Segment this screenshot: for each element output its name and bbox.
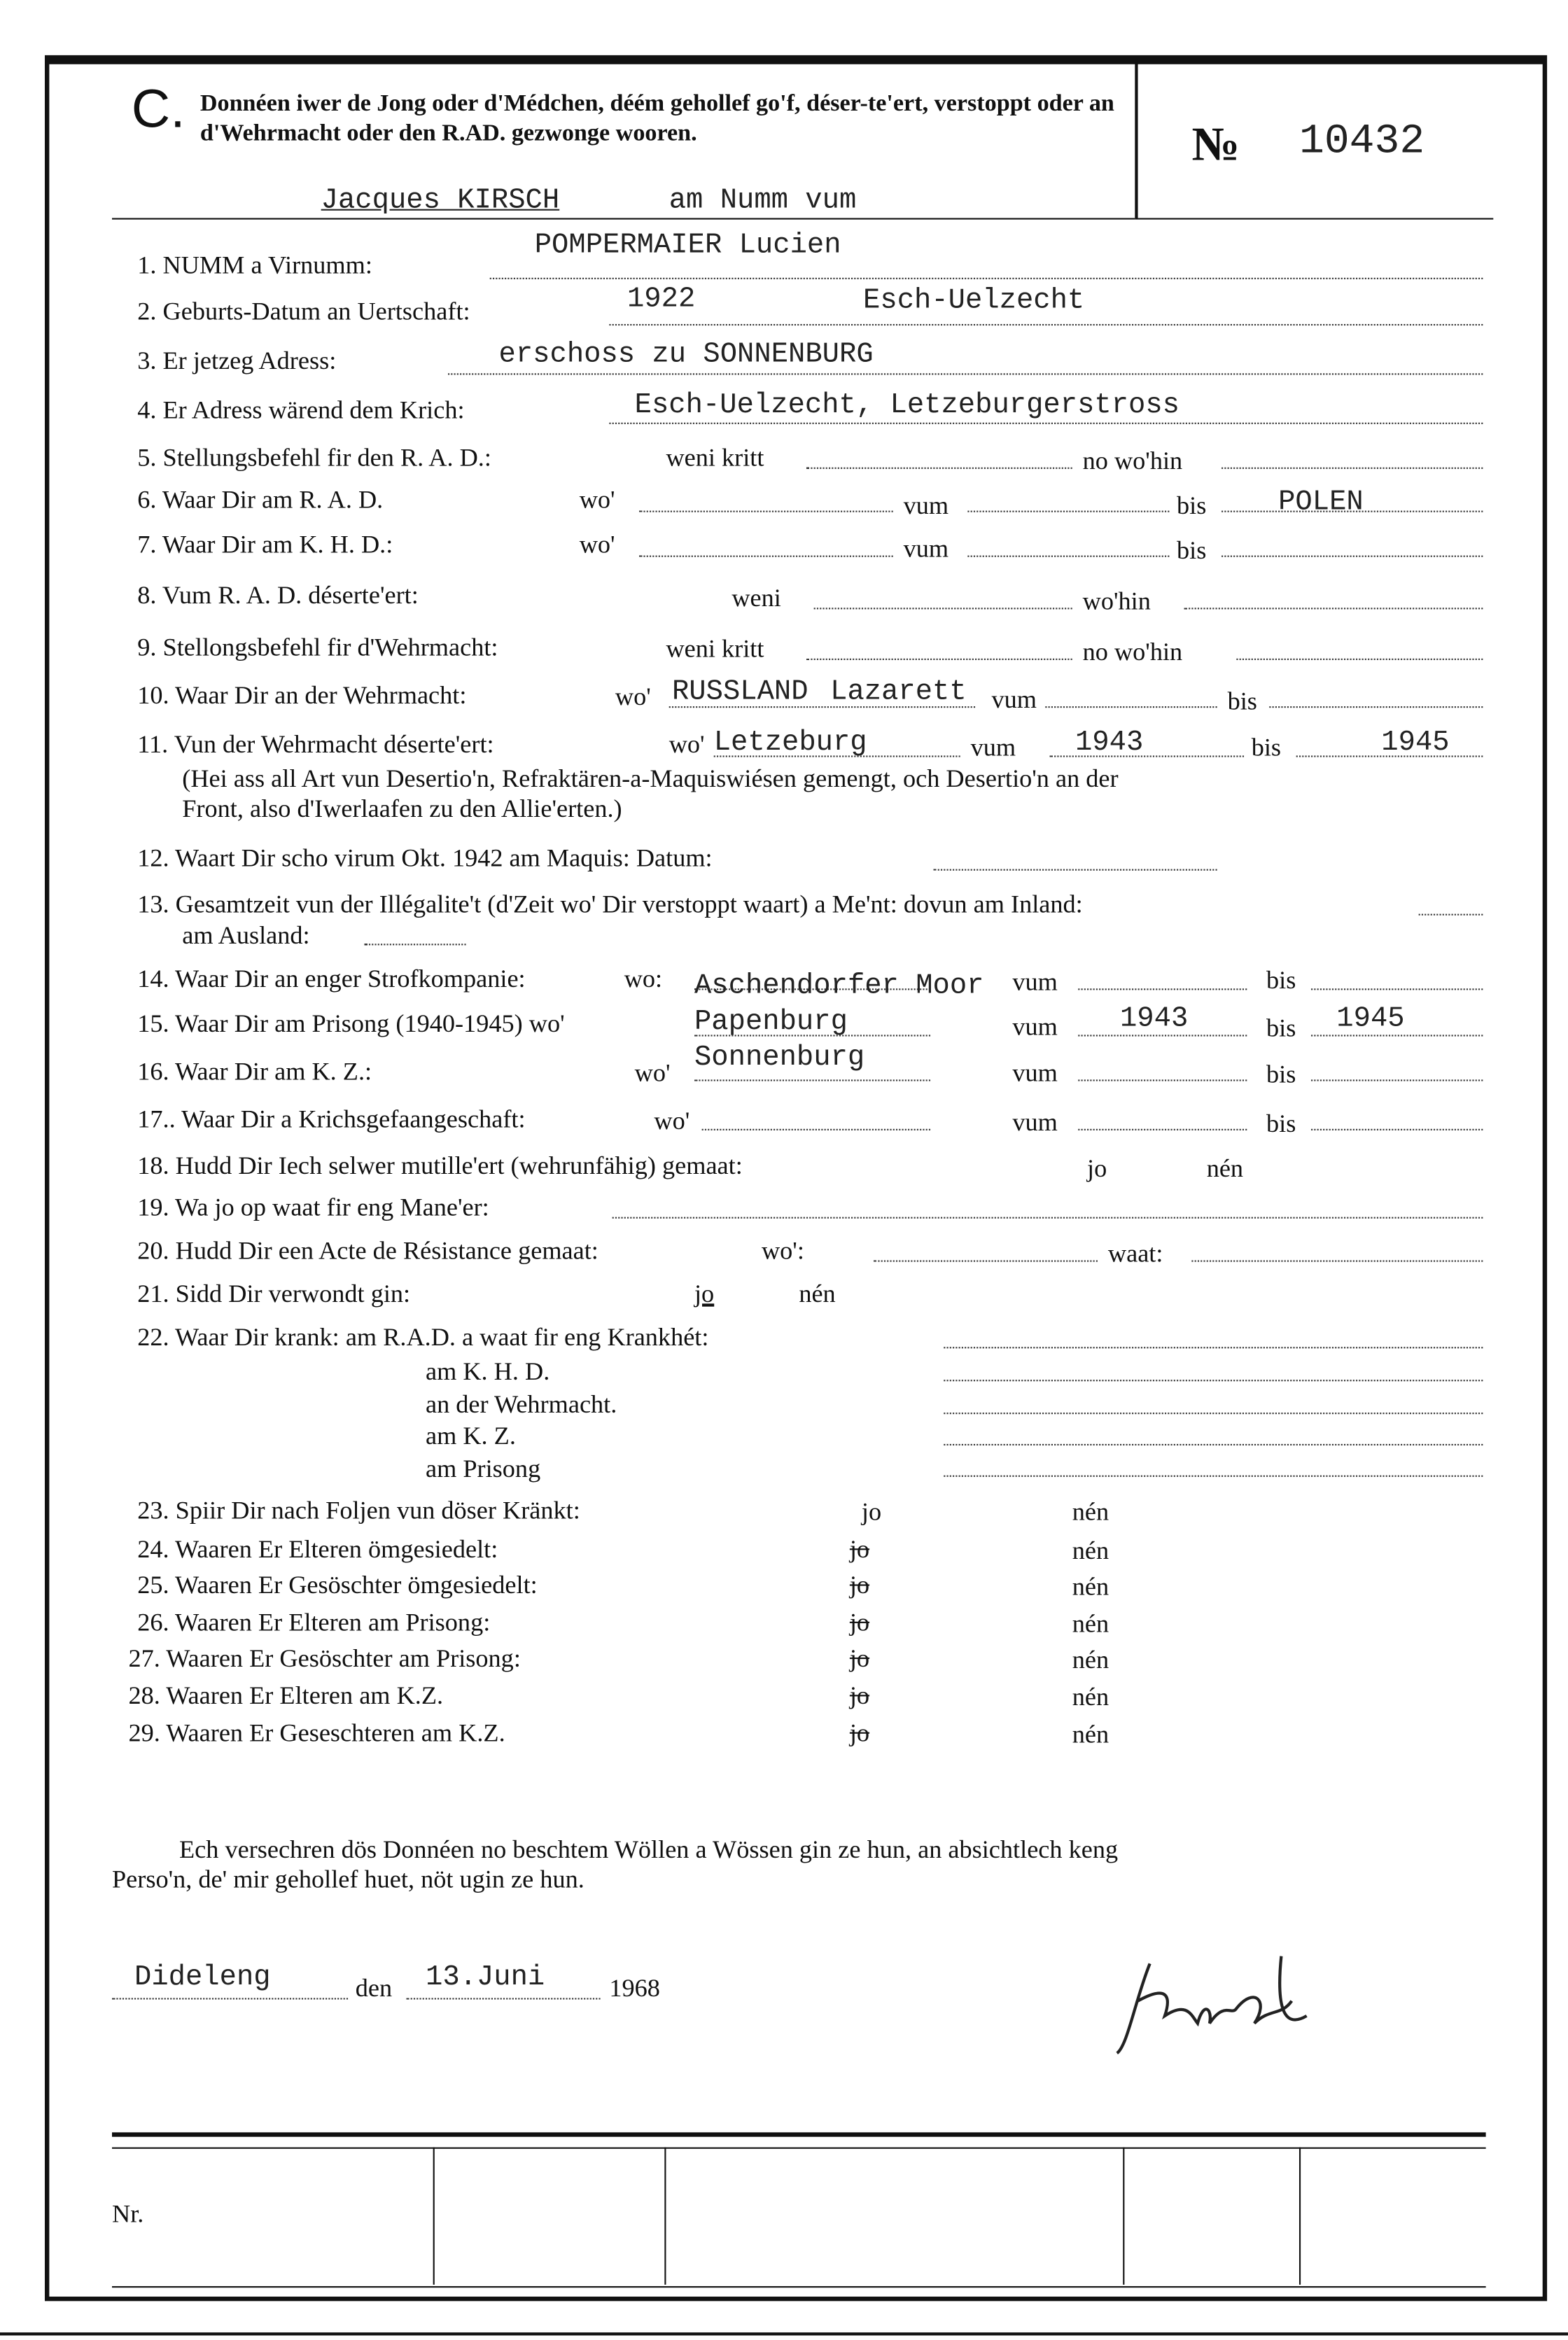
label-wo: wo'	[579, 530, 615, 559]
field[interactable]	[639, 511, 893, 512]
row-number: 27.	[128, 1644, 160, 1673]
row-label: Hudd Dir een Acte de Résistance gemaat:	[175, 1236, 598, 1265]
field[interactable]	[944, 1413, 1483, 1414]
field[interactable]	[1311, 1079, 1483, 1081]
date-field[interactable]	[406, 1998, 600, 1999]
label-waat: waat:	[1107, 1239, 1163, 1268]
row-10	[137, 681, 466, 711]
wehrmacht-place-2: Lazarett	[830, 675, 967, 708]
row-number: 28.	[128, 1681, 160, 1710]
note: Front, also d'Iwerlaafen zu den Allie'erten.)	[182, 794, 622, 823]
field[interactable]	[702, 1129, 930, 1130]
field[interactable]	[365, 944, 466, 945]
row-label: Waaren Er Gesöschter am Prisong:	[166, 1644, 521, 1673]
option-jo-struck[interactable]: jo	[849, 1681, 870, 1710]
row-19	[137, 1193, 489, 1224]
footer-col	[1123, 2148, 1124, 2285]
wehrmacht-place: RUSSLAND	[671, 675, 808, 708]
number-sign: №	[1191, 116, 1240, 171]
section-letter: C.	[131, 77, 186, 139]
row-number: 12.	[137, 843, 169, 872]
option-jo-struck[interactable]: jo	[849, 1608, 870, 1637]
label-wo: wo'	[528, 1009, 565, 1038]
field[interactable]	[944, 1347, 1483, 1348]
row-14	[137, 965, 525, 995]
row-label: Spiir Dir nach Foljen vun döser Kränkt:	[175, 1496, 580, 1525]
row-label: Waar Dir a Krichsgefaangeschaft:	[181, 1105, 526, 1134]
row-label: Waar Dir am K. H. D.:	[162, 530, 393, 559]
row-label: Er jetzeg Adress:	[162, 346, 337, 375]
label-wohin: wo'hin	[1082, 587, 1151, 615]
row-label: Waaren Er Elteren ömgesiedelt:	[175, 1535, 498, 1564]
prison-place: Papenburg	[694, 1004, 848, 1038]
row-number: 15.	[137, 1009, 169, 1038]
row-29	[128, 1718, 505, 1749]
field[interactable]	[967, 511, 1169, 512]
label-vum: vum	[903, 534, 949, 563]
row-label: Waaren Er Elteren am Prisong:	[175, 1608, 491, 1637]
field[interactable]	[1419, 914, 1483, 916]
row-number: 23.	[137, 1496, 169, 1525]
label-bis: bis	[1177, 491, 1207, 520]
sickness-sublist	[426, 1356, 617, 1484]
label-vum: vum	[1012, 1058, 1058, 1088]
number-box-bottom	[1135, 218, 1493, 219]
row-25	[137, 1571, 537, 1601]
option-jo-struck[interactable]: jo	[849, 1718, 870, 1747]
row-number: 29.	[128, 1718, 160, 1747]
form-title: Donnéen iwer de Jong oder d'Médchen, déém gehollef go'f, déser-te'ert, verstoppt oder an d'Wehrmacht oder den R.AD. gezwonge wooren.	[200, 91, 1114, 147]
label-bis: bis	[1251, 733, 1282, 762]
row-number: 4.	[137, 395, 157, 424]
field[interactable]	[1078, 988, 1247, 990]
row-20	[137, 1236, 598, 1266]
row-23	[137, 1497, 580, 1527]
row-11	[137, 730, 493, 760]
field[interactable]	[874, 1261, 1098, 1262]
row-27	[128, 1644, 520, 1674]
row-number: 5.	[137, 443, 157, 472]
field[interactable]	[1222, 468, 1483, 469]
row-number: 3.	[137, 346, 157, 375]
label-den: den	[355, 1974, 393, 2003]
option-nen[interactable]: nén	[1072, 1683, 1110, 1711]
row-4	[137, 395, 464, 426]
row-label: Waar Dir an enger Strofkompanie:	[175, 965, 526, 993]
row-label: Wa jo op waat fir eng Mane'er:	[175, 1193, 489, 1222]
footer-col	[664, 2148, 666, 2285]
field[interactable]	[806, 468, 1072, 469]
row-number: 21.	[137, 1280, 169, 1308]
row-number: 26.	[137, 1608, 169, 1637]
birth-field[interactable]	[609, 324, 1483, 325]
label-vum: vum	[1012, 1107, 1058, 1137]
field[interactable]	[1045, 706, 1217, 708]
label-weni: weni	[732, 584, 781, 612]
footer-table	[112, 2148, 1486, 2288]
label-wo: wo'	[654, 1106, 690, 1135]
address-value: erschoss zu SONNENBURG	[498, 337, 874, 371]
signing-place: Dideleng	[134, 1961, 271, 1994]
field[interactable]	[1236, 659, 1483, 660]
row-label: Hudd Dir Iech selwer mutille'ert (wehrunfähig) gemaat:	[175, 1151, 743, 1180]
label-bis: bis	[1227, 687, 1257, 715]
field[interactable]	[944, 1380, 1483, 1381]
option-jo-struck[interactable]: jo	[849, 1535, 870, 1564]
row-label: Waar Dir am Prisong (1940-1945)	[175, 1009, 523, 1038]
row-label: Stellungsbefehl fir den R. A. D.:	[162, 443, 491, 472]
row-number: 20.	[137, 1236, 169, 1265]
row-label: Geburts-Datum an Uertschaft:	[162, 297, 470, 326]
prison-places	[694, 967, 984, 1075]
label-bis: bis	[1266, 966, 1296, 995]
row-24	[137, 1535, 498, 1565]
row-label: Waar Dir am K. Z.:	[175, 1057, 372, 1086]
label-vum: vum	[903, 491, 949, 520]
signing-date: 13.Juni	[425, 1961, 545, 1994]
label-bis: bis	[1177, 535, 1207, 565]
field[interactable]	[1078, 1035, 1247, 1036]
sub-label: am Prisong	[425, 1453, 541, 1483]
header-divider	[112, 218, 1135, 219]
field[interactable]	[1311, 1129, 1483, 1130]
field[interactable]	[1078, 1129, 1247, 1130]
field[interactable]	[1184, 608, 1483, 609]
field[interactable]	[1222, 556, 1483, 557]
label-wo: wo'	[615, 682, 651, 711]
row-26	[137, 1609, 490, 1639]
label-wo: wo'	[634, 1058, 671, 1088]
row-label: Er Adress wärend dem Krich:	[162, 395, 465, 424]
row-label: Vun der Wehrmacht déserte'ert:	[174, 730, 494, 759]
row-number: 1.	[137, 251, 157, 279]
row-label: Sidd Dir verwondt gin:	[175, 1280, 411, 1308]
row-3	[137, 346, 336, 377]
label-vum: vum	[1012, 1012, 1058, 1041]
war-address-field[interactable]	[609, 423, 1483, 424]
field[interactable]	[944, 1476, 1483, 1477]
label-wohin: no wo'hin	[1082, 446, 1183, 475]
row-number: 6.	[137, 485, 157, 514]
option-jo-struck[interactable]: jo	[849, 1571, 870, 1599]
war-address-value: Esch-Uelzecht, Letzeburgerstross	[634, 388, 1180, 421]
label-weni: weni kritt	[666, 634, 764, 664]
prison-from: 1943	[1119, 1002, 1189, 1035]
field[interactable]	[639, 556, 893, 557]
row-6	[137, 485, 383, 515]
row-label: Vum R. A. D. déserte'ert:	[162, 580, 419, 610]
row-number: 2.	[137, 297, 157, 326]
field[interactable]	[694, 1079, 930, 1081]
field[interactable]	[806, 659, 1072, 660]
row-label: Waar Dir an der Wehrmacht:	[175, 680, 467, 710]
row-5	[137, 444, 491, 474]
row-2	[137, 297, 470, 328]
label-vum: vum	[970, 733, 1016, 762]
number-box-divider	[1135, 59, 1138, 218]
footer-col	[433, 2148, 435, 2285]
row-13	[137, 890, 1082, 920]
declaration-text: Ech versechren dös Donnéen no beschtem Wöllen a Wössen gin ze hun, an absichtlech keng	[178, 1835, 1119, 1864]
declaration-text: Perso'n, de' mir gehollef huet, nöt ugin ze hun.	[111, 1865, 584, 1894]
row-1	[137, 251, 372, 281]
footer-col	[1299, 2148, 1301, 2285]
row-28	[128, 1681, 443, 1711]
birth-place: Esch-Uelzecht	[863, 283, 1085, 317]
label-vum: vum	[991, 685, 1037, 714]
field[interactable]	[967, 556, 1169, 557]
label-wo: wo'	[668, 730, 705, 759]
field[interactable]	[933, 869, 1217, 871]
option-jo-selected[interactable]: jo	[694, 1280, 715, 1308]
row-12	[137, 843, 712, 874]
option-nen[interactable]: nén	[799, 1280, 836, 1308]
label-wo: wo':	[761, 1236, 804, 1265]
prison-to: 1945	[1336, 1002, 1405, 1035]
option-nen[interactable]: nén	[1206, 1154, 1244, 1183]
row-number: 7.	[137, 530, 157, 559]
option-jo[interactable]: jo	[861, 1497, 882, 1527]
note: (Hei ass all Art vun Desertio'n, Refraktären-a-Maquiswiésen gemengt, och Desertio'n an der	[182, 764, 1119, 793]
row-18	[137, 1151, 743, 1182]
footer-rule	[112, 2132, 1486, 2136]
row-16	[137, 1057, 372, 1087]
row-number: 24.	[137, 1535, 169, 1564]
option-nen[interactable]: nén	[1072, 1645, 1110, 1674]
address-field[interactable]	[448, 373, 1483, 374]
row-7	[137, 530, 393, 560]
row-label: NUMM a Virnumm:	[162, 251, 372, 279]
option-nen[interactable]: nén	[1072, 1536, 1110, 1565]
field[interactable]	[1191, 1261, 1483, 1262]
field[interactable]	[1269, 706, 1483, 708]
row-22	[137, 1323, 708, 1353]
row-8	[137, 581, 419, 611]
option-jo[interactable]: jo	[1087, 1154, 1107, 1183]
field[interactable]	[814, 608, 1072, 609]
row-number: 22.	[137, 1323, 169, 1352]
row-number: 10.	[137, 680, 169, 710]
row-15	[137, 1009, 564, 1039]
desertion-place: Letzeburg	[713, 725, 867, 759]
option-nen[interactable]: nén	[1072, 1609, 1110, 1639]
row-label: Waaren Er Geseschteren am K.Z.	[166, 1718, 505, 1747]
row-17	[137, 1105, 525, 1135]
row-number: 18.	[137, 1151, 169, 1180]
label-vum: vum	[1012, 967, 1058, 996]
row-label: am Ausland:	[182, 921, 310, 950]
row-number: 17..	[137, 1105, 176, 1134]
sub-label: am K. H. D.	[425, 1357, 550, 1386]
row-number: 13.	[137, 890, 169, 918]
row-number: 9.	[137, 633, 157, 662]
signing-year: 1968	[609, 1974, 660, 2003]
option-nen[interactable]: nén	[1072, 1720, 1110, 1749]
name-value: POMPERMAIER Lucien	[534, 228, 841, 262]
label-bis: bis	[1266, 1109, 1296, 1138]
label-wo: wo:	[624, 965, 663, 993]
field[interactable]	[944, 1444, 1483, 1445]
field[interactable]	[1311, 1035, 1483, 1036]
label-weni: weni kritt	[666, 443, 764, 472]
row-number: 16.	[137, 1057, 169, 1086]
label-bis: bis	[1266, 1014, 1296, 1043]
row-9	[137, 633, 498, 664]
sub-label: am K. Z.	[425, 1421, 516, 1450]
row-label: Waaren Er Gesöschter ömgesiedelt:	[175, 1571, 538, 1599]
field[interactable]	[612, 1217, 1483, 1219]
helper-name: Jacques KIRSCH	[321, 183, 560, 217]
option-nen[interactable]: nén	[1072, 1497, 1110, 1527]
nr-label: Nr.	[111, 2199, 144, 2228]
label-wo: wo'	[579, 485, 615, 514]
row-label: Waar Dir am R. A. D.	[162, 485, 384, 514]
row-number: 11.	[137, 730, 169, 759]
row-number: 14.	[137, 965, 169, 993]
prison-place: Aschendorfer Moor	[694, 969, 984, 1002]
row-number: 19.	[137, 1193, 169, 1222]
desertion-from: 1943	[1074, 725, 1144, 759]
row-label: Stellongsbefehl fir d'Wehrmacht:	[162, 633, 498, 662]
option-nen[interactable]: nén	[1072, 1572, 1110, 1601]
document-number: 10432	[1298, 119, 1425, 166]
name-field[interactable]	[490, 278, 1483, 279]
row-label: Waaren Er Elteren am K.Z.	[166, 1681, 444, 1710]
label-wohin: no wo'hin	[1082, 637, 1183, 666]
row-21	[137, 1280, 410, 1310]
signature	[1105, 1941, 1344, 2061]
row-number: 8.	[137, 580, 157, 610]
field[interactable]	[1078, 1079, 1247, 1081]
field[interactable]	[1311, 988, 1483, 990]
desertion-to: 1945	[1381, 725, 1450, 759]
row-label: Waar Dir krank: am R.A.D. a waat fir eng Krankhét:	[175, 1323, 709, 1352]
prison-place: Sonnenburg	[694, 1040, 865, 1074]
birth-year: 1922	[626, 282, 696, 316]
helper-suffix: am Numm vum	[668, 183, 857, 217]
row-label: Gesamtzeit vun der Illégalite't (d'Zeit wo' Dir verstoppt waart) a Me'nt: dovun am Inland:	[175, 890, 1083, 918]
row-number: 25.	[137, 1571, 169, 1599]
label-bis: bis	[1266, 1060, 1296, 1089]
sub-label: an der Wehrmacht.	[425, 1389, 617, 1418]
row-label: Waart Dir scho virum Okt. 1942 am Maquis: Datum:	[175, 843, 713, 872]
option-jo-struck[interactable]: jo	[849, 1644, 870, 1673]
page-edge	[0, 2332, 1568, 2335]
rad-bis-value: POLEN	[1278, 485, 1364, 519]
place-field[interactable]	[112, 1998, 348, 1999]
